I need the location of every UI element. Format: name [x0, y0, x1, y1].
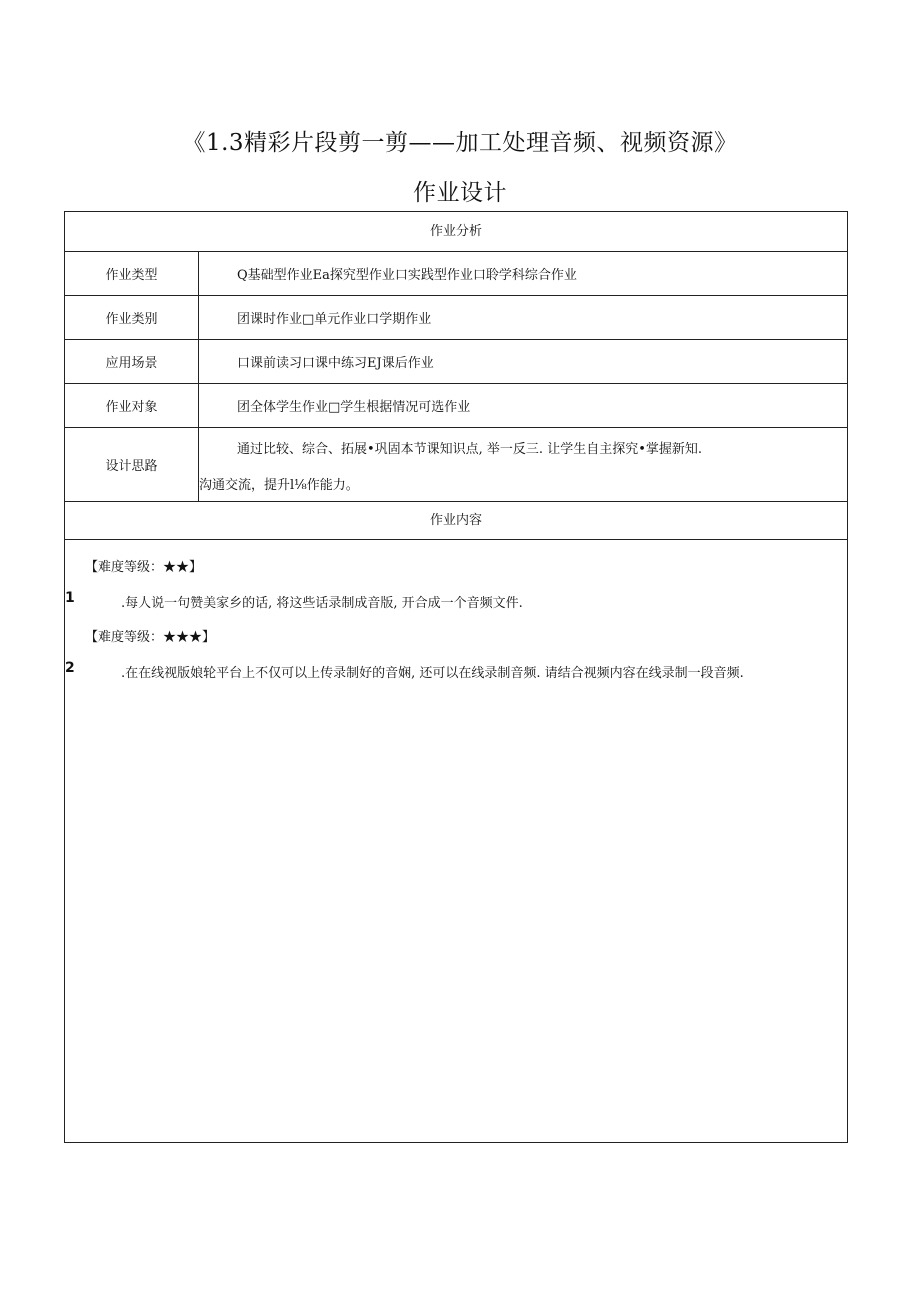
item-number-1: 1: [65, 590, 75, 606]
row-scenario: [65, 340, 847, 384]
document-title: 《1.3精彩片段剪一剪——加工处理音频、视频资源》: [182, 130, 738, 156]
row-homework-category: [65, 296, 847, 340]
row-value: 团全体学生作业□学生根据情况可选作业: [237, 400, 471, 415]
content-heading: 作业内容: [65, 502, 847, 540]
analysis-heading: 作业分析: [65, 212, 847, 252]
row-value: 口课前读习口课中练习EJ课后作业: [237, 356, 434, 371]
document-subtitle: 作业设计: [413, 180, 507, 206]
row-label: 设计思路: [65, 428, 199, 501]
row-target: [65, 384, 847, 428]
row-label: 作业类别: [65, 296, 199, 339]
task-item-1: .每人说一句赞美家乡的话, 将这些话录制成音版, 开合成一个音频文件.: [121, 596, 523, 611]
design-idea-line1: 通过比较、综合、拓展•巩固本节课知识点, 举一反三. 让学生自主探究•掌握新知.: [237, 442, 702, 457]
difficulty-level-2: 【难度等级：★★★】: [85, 630, 216, 645]
row-label: 作业类型: [65, 252, 199, 295]
row-label: 应用场景: [65, 340, 199, 383]
row-label: 作业对象: [65, 384, 199, 427]
row-design-idea: [65, 428, 847, 502]
task-item-2: .在在线视版娘轮平台上不仅可以上传录制好的音娴, 还可以在线录制音频. 请结合视频内容在线录制一段音频.: [121, 666, 744, 681]
design-idea-line2: 沟通交流，提升l⅛作能力。: [199, 478, 359, 493]
row-value: Q基础型作业Ea探究型作业口实践型作业口聆学科综合作业: [237, 268, 577, 283]
row-homework-type: [65, 252, 847, 296]
design-idea-text: [199, 428, 847, 501]
difficulty-level-1: 【难度等级：★★】: [85, 560, 203, 575]
row-value: 团课时作业□单元作业口学期作业: [237, 312, 432, 327]
assignment-table: [64, 211, 848, 1143]
item-number-2: 2: [65, 660, 75, 676]
